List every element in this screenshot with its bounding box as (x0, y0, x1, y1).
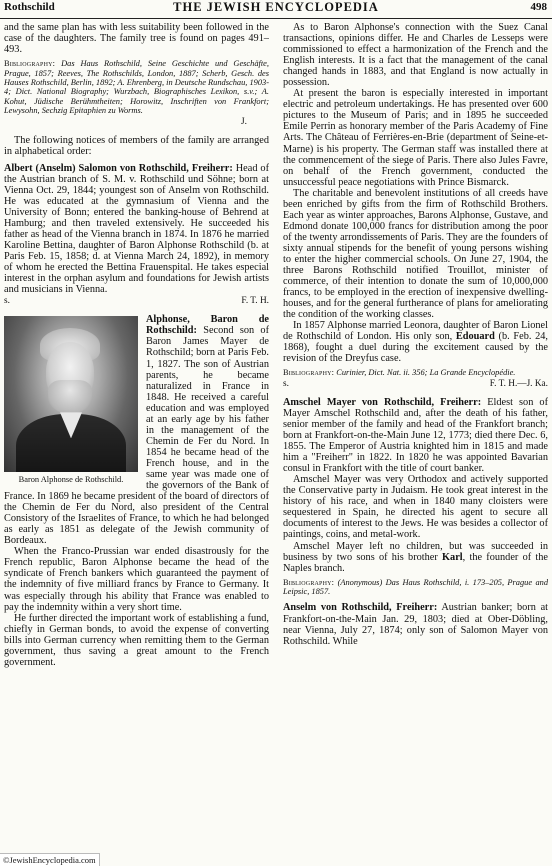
entry-heading: Amschel Mayer von Rothschild, Freiherr: (283, 396, 482, 408)
name-karl: Karl (442, 551, 463, 563)
paragraph: When the Franco-Prussian war ended disastrously for the French republic, Baron Alphonse became the head of the syndicate of French bankers which guaranteed the payment of the indemnity of five milliard francs by France to Germany. It was especially through his ability that France was enabled to pay the indemnity within a very short time. (4, 546, 269, 613)
paragraph: He further directed the important work of establishing a fund, chiefly in German bonds, to avoid the expense of converting bills into German currency when remitting them to the German government, thus saving a great amount to the French government. (4, 612, 269, 668)
bibliography-label: Bibliography: (283, 368, 335, 378)
bibliography (283, 578, 548, 597)
paragraph: The charitable and benevolent institutions of all creeds have been enriched by gifts from the firm of Rothschild Brothers. Each year as winter approaches, Barons Alphonse, Gustave, and Edmond donate 100,000 francs for distribution among the poor of the twenty arrondissements of Paris. They are the founders of sixty annual stipends for the benefit of young persons wishing to enter the higher commercial schools. On June 27, 1904, the three Barons Rothschild notified Trouillot, minister of commerce, of their intention to donate the sum of 10,000,000 francs, to be employed in the erection of inexpensive dwelling-houses, and for the general furtherance of plans for ameliorating the condition of the working classes. (283, 187, 548, 321)
signature-initials: F. T. H. (241, 296, 269, 307)
right-column (283, 22, 548, 866)
author-signature (4, 296, 269, 307)
paragraph: Amschel Mayer left no children, but was succeeded in business by two sons of his brother Karl, the founder of the Naples branch. (283, 540, 548, 574)
bibliography-text: (Anonymous) Das Haus Rothschild, i. 173–205, Prague and Leipsic, 1857. (283, 577, 548, 597)
portrait-figure (4, 316, 138, 485)
entry-alphonse (4, 314, 269, 546)
page-header (0, 0, 552, 19)
author-signature (283, 379, 548, 390)
entry-text: Head of the Austrian branch of S. M. v. Rothschild und Söhne; born at Vienna Oct. 29, 1844; youngest son of Anselm von Rothschild. He was educated at the gymnasium of Vienna and the University of Bonn; entered the banking-house of Behrend at Hamburg; and then traveled extensively. He succeeded his father as head of the Vienna branch in 1874. In 1876 he married Karoline Bettina, daughter of Baron Alphonse Rothschild (b. at Paris Feb. 15, 1858; d. at Vienna March 24, 1892), in memory of whom he erected the Bettina Frauenspital. He takes especial interest in the orphan asylum and foundations for Jewish artists and musicians in Vienna. (4, 162, 269, 296)
author-signature (4, 117, 269, 128)
signature-initials: J. (241, 116, 247, 127)
bibliography (283, 368, 548, 377)
bibliography-label: Bibliography: (283, 577, 335, 587)
entry-anselm (283, 602, 548, 646)
portrait-image (4, 316, 138, 472)
paragraph: The following notices of members of the family are arranged in alphabetical order: (4, 134, 269, 157)
entry-heading: Alphonse, Baron de Rothschild: (146, 314, 269, 337)
page-number: 498 (530, 1, 547, 13)
entry-amschel (283, 397, 548, 474)
bibliography-text: Das Haus Rothschild, Seine Geschichte und Geschäfte, Prague, 1857; Reeves, The Rothschilds, London, 1887; Scherb, Gesch. des Hauses Rothschild, Berlin, 1892; A. Ehrenberg, in Deutsche Rundschau, 1903-4; Dict. National Biography; Wurzbach, Biographisches Lexikon, s.v.; A. Kohut, Jüdische Berühmtheiten; Horowitz, Inschriften von Frankfort; Lewysohn, Sechzig Epitaphien zu Worms. (4, 59, 269, 116)
entry-text: Austrian banker; born at Frankfort-on-the-Main Jan. 29, 1803; died at Ober-Döbling, near Vienna, July 27, 1874; only son of Salomon Mayer von Rothschild. While (283, 602, 548, 647)
paragraph: Amschel Mayer was very Orthodox and actively supported the Conservative party in Judaism. He took great interest in the history of his race, and when in 1840 many cloisters were sequestered in Spain, he directed his agent to secure all documents of interest to the Jews. He was besides a collector of paintings, coins, and metal-work. (283, 474, 548, 541)
paragraph: In 1857 Alphonse married Leonora, daughter of Baron Lionel de Rothschild of London. His only son, Edouard (b. Feb. 24, 1868), fought a duel during the excitement caused by the revision of the Dreyfus case. (283, 320, 548, 365)
running-head: Rothschild (4, 1, 55, 13)
entry-text: Second son of Baron James Mayer de Rothschild; born at Paris Feb. 1, 1827. The son of Austrian parents, he became naturalized in France in 1848. He received a careful education and was employed at an early age by his father in the management of the Chemin de Fer du Nord. In 1854 he became head of the French house, and in the same year was made one of the governors of the Bank of France. In 1869 he became president of the board of directors of the Chemin de Fer du Nord, also president of the Central Consistory of the Israelites of France, to which he had belonged as early as 1851 as delegate of the Jewish community of Bordeaux. (4, 325, 269, 547)
bibliography-text: Curinier, Dict. Nat. ii. 356; La Grande Encyclopédie. (336, 368, 516, 378)
entry-albert (4, 163, 269, 296)
publication-title: THE JEWISH ENCYCLOPEDIA (173, 0, 379, 14)
left-column (4, 22, 269, 866)
paragraph: At present the baron is especially interested in important electric and petroleum undertakings. He has presented over 600 pictures to the Museum of Paris; and in 1895 he succeeded Emile Perrin as honorary member of the Paris Academy of Fine Arts. The Château of Ferrières-en-Brie (department of Seine-et-Marne) is his property. The German staff was installed there at the commencement of the siege of Paris. There also Jules Favre, on behalf of the French government, conducted the unsuccessful peace negotiations with Prince Bismarck. (283, 88, 548, 188)
figure-caption: Baron Alphonse de Rothschild. (18, 475, 124, 485)
signature-class: s. (4, 296, 10, 307)
bibliography (4, 59, 269, 115)
watermark-link[interactable]: ©JewishEncyclopedia.com (0, 853, 100, 866)
signature-class: s. (283, 378, 289, 389)
entry-heading: Albert (Anselm) Salomon von Rothschild, Freiherr: (4, 162, 233, 174)
signature-initials: F. T. H.—J. Ka. (489, 378, 548, 389)
name-edouard: Edouard (455, 331, 495, 343)
entry-text: Eldest son of Mayer Amschel Rothschild and, after the death of his father, senior member of the family and head of the Frankfort branch; born at Frankfort-on-the-Main June 12, 1773; died there Dec. 6, 1855. The Emperor of Austria knighted him in 1815 and made him a "Freiherr" in 1822. In 1820 he was appointed Bavarian consul in Frankfort with the title of court banker. (283, 396, 548, 475)
paragraph: As to Baron Alphonse's connection with the Suez Canal transactions, opinions differ. He and Charles de Lesseps were commissioned to effect a harmonization of the French and the English interests. It is a fact that the management of the canal changed hands in 1883, and that England is now actually in possession. (283, 22, 548, 89)
entry-heading: Anselm von Rothschild, Freiherr: (283, 602, 438, 614)
paragraph: and the same plan has with less suitability been followed in the case of the daughters. The family tree is found on pages 491–493. (4, 22, 269, 56)
bibliography-label: Bibliography: (4, 59, 56, 69)
